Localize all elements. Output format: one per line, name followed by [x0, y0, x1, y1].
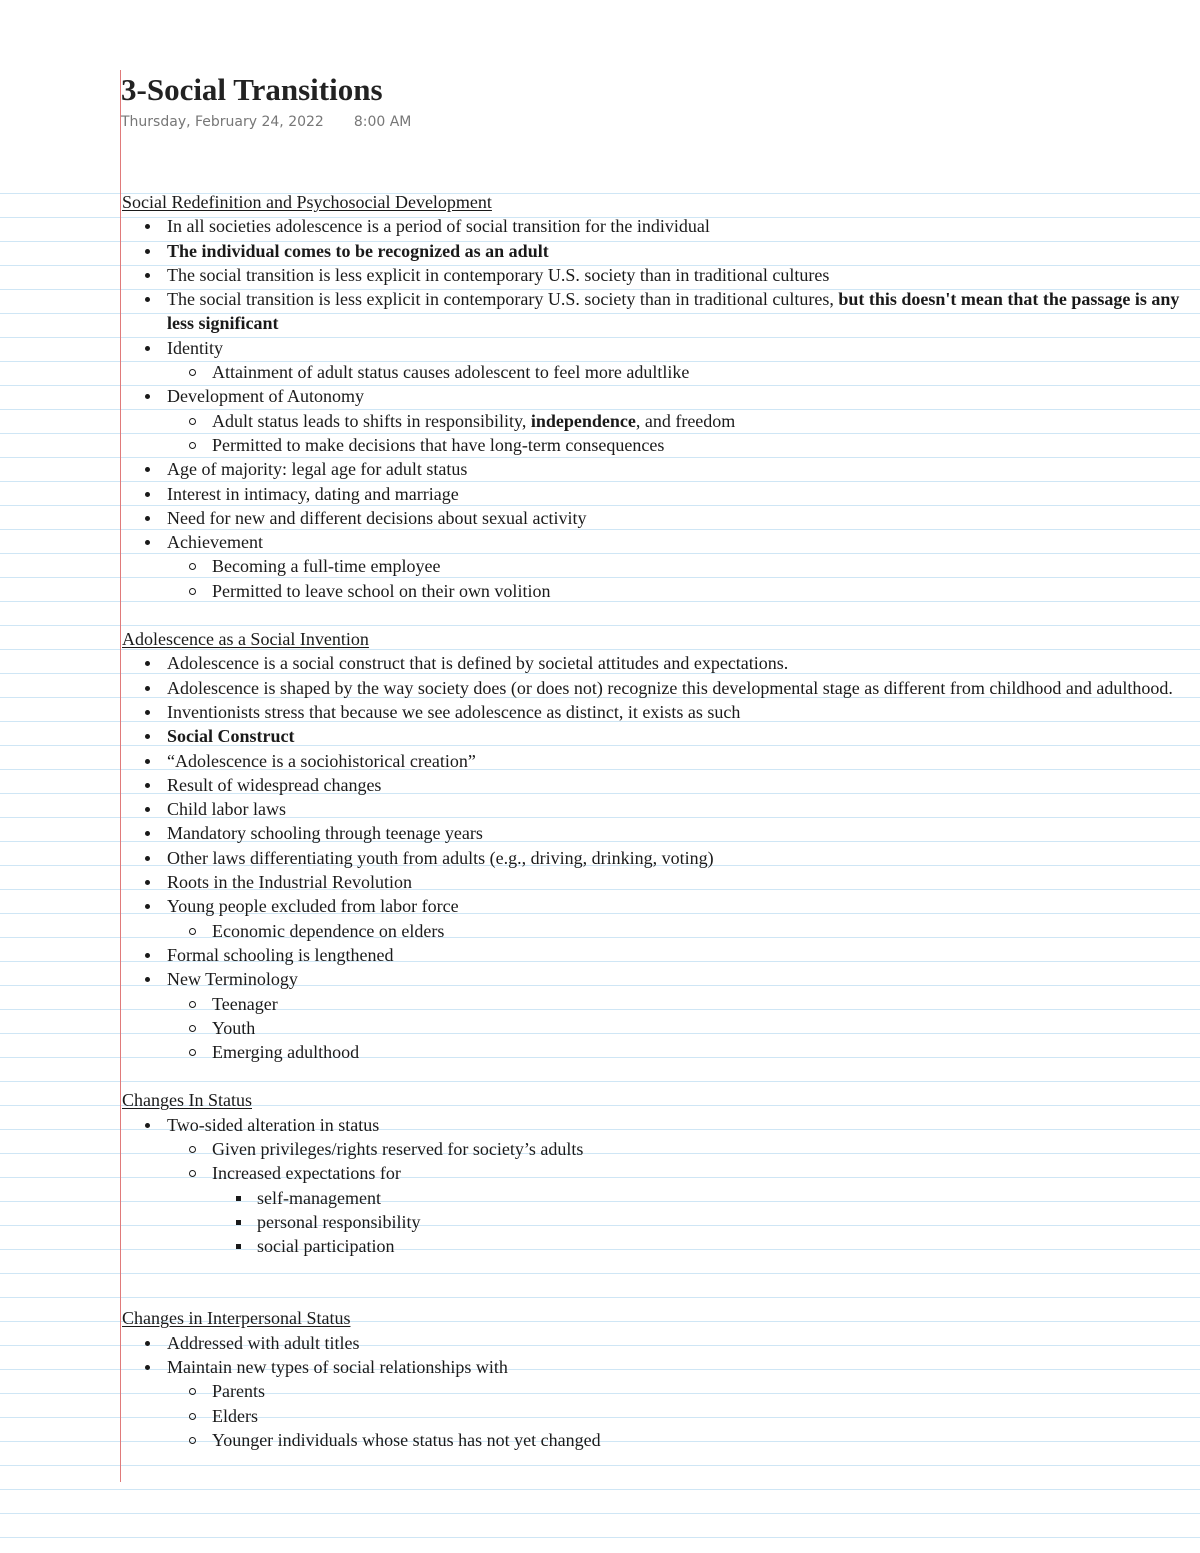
- list-item: Adult status leads to shifts in responsibility, independence, and freedom: [122, 409, 1192, 433]
- margin-line: [120, 70, 121, 1482]
- list-item: Given privileges/rights reserved for society’s adults: [122, 1137, 1192, 1161]
- list-item: Parents: [122, 1379, 1192, 1403]
- list-item: The social transition is less explicit in contemporary U.S. society than in traditional cultures, but this doesn't mean that the passage is any less significant: [122, 287, 1192, 336]
- section-changes-in-status: [122, 1088, 1192, 1258]
- list-item: Permitted to make decisions that have long-term consequences: [122, 433, 1192, 457]
- list-item: Achievement: [122, 530, 1192, 554]
- list-item: Identity: [122, 336, 1192, 360]
- list-item: Interest in intimacy, dating and marriage: [122, 482, 1192, 506]
- list-item: Child labor laws: [122, 797, 1192, 821]
- list-item: Other laws differentiating youth from adults (e.g., driving, drinking, voting): [122, 846, 1192, 870]
- bullet-list: [122, 1113, 1192, 1259]
- page-time: 8:00 AM: [353, 114, 412, 130]
- list-item: self-management: [122, 1186, 1192, 1210]
- list-item: Development of Autonomy: [122, 384, 1192, 408]
- list-item: Roots in the Industrial Revolution: [122, 870, 1192, 894]
- list-item: Becoming a full-time employee: [122, 554, 1192, 578]
- list-item: Increased expectations for: [122, 1161, 1192, 1185]
- page-date: Thursday, February 24, 2022: [121, 114, 324, 130]
- list-item: Result of widespread changes: [122, 773, 1192, 797]
- bullet-list: [122, 1331, 1192, 1452]
- list-item: Addressed with adult titles: [122, 1331, 1192, 1355]
- list-item: Emerging adulthood: [122, 1040, 1192, 1064]
- page-timestamp: [121, 114, 411, 130]
- list-item: social participation: [122, 1234, 1192, 1258]
- list-item: Need for new and different decisions about sexual activity: [122, 506, 1192, 530]
- page-title[interactable]: 3-Social Transitions: [121, 72, 383, 107]
- list-item: Attainment of adult status causes adolescent to feel more adultlike: [122, 360, 1192, 384]
- list-item: Adolescence is shaped by the way society does (or does not) recognize this developmental stage as different from childhood and adulthood.: [122, 676, 1192, 700]
- bullet-list: [122, 651, 1192, 1064]
- list-item: Inventionists stress that because we see adolescence as distinct, it exists as such: [122, 700, 1192, 724]
- note-body[interactable]: [122, 190, 1192, 1452]
- page-header: [121, 70, 411, 130]
- list-item: personal responsibility: [122, 1210, 1192, 1234]
- list-item: Maintain new types of social relationships with: [122, 1355, 1192, 1379]
- list-item: Age of majority: legal age for adult status: [122, 457, 1192, 481]
- list-item: In all societies adolescence is a period of social transition for the individual: [122, 214, 1192, 238]
- list-item: Younger individuals whose status has not yet changed: [122, 1428, 1192, 1452]
- list-item: “Adolescence is a sociohistorical creation”: [122, 749, 1192, 773]
- list-item: The individual comes to be recognized as an adult: [122, 239, 1192, 263]
- spacer: [122, 603, 1192, 627]
- spacer: [122, 1258, 1192, 1306]
- list-item: Permitted to leave school on their own volition: [122, 579, 1192, 603]
- list-item: Elders: [122, 1404, 1192, 1428]
- section-heading: Changes In Status: [122, 1090, 252, 1111]
- list-item: New Terminology: [122, 967, 1192, 991]
- list-item: Mandatory schooling through teenage years: [122, 821, 1192, 845]
- spacer: [122, 1064, 1192, 1088]
- section-heading: Changes in Interpersonal Status: [122, 1308, 351, 1329]
- list-item: Adolescence is a social construct that is defined by societal attitudes and expectations.: [122, 651, 1192, 675]
- list-item: Formal schooling is lengthened: [122, 943, 1192, 967]
- section-heading: Social Redefinition and Psychosocial Development: [122, 192, 492, 212]
- list-item: Youth: [122, 1016, 1192, 1040]
- list-item: Teenager: [122, 992, 1192, 1016]
- section-social-redefinition: [122, 190, 1192, 603]
- list-item: The social transition is less explicit in contemporary U.S. society than in traditional cultures: [122, 263, 1192, 287]
- list-item: Economic dependence on elders: [122, 919, 1192, 943]
- list-item: Young people excluded from labor force: [122, 894, 1192, 918]
- section-heading: Adolescence as a Social Invention: [122, 629, 369, 650]
- section-social-invention: [122, 627, 1192, 1064]
- section-interpersonal-status: [122, 1306, 1192, 1452]
- bullet-list: [122, 214, 1192, 603]
- list-item: Social Construct: [122, 724, 1192, 748]
- list-item: Two-sided alteration in status: [122, 1113, 1192, 1137]
